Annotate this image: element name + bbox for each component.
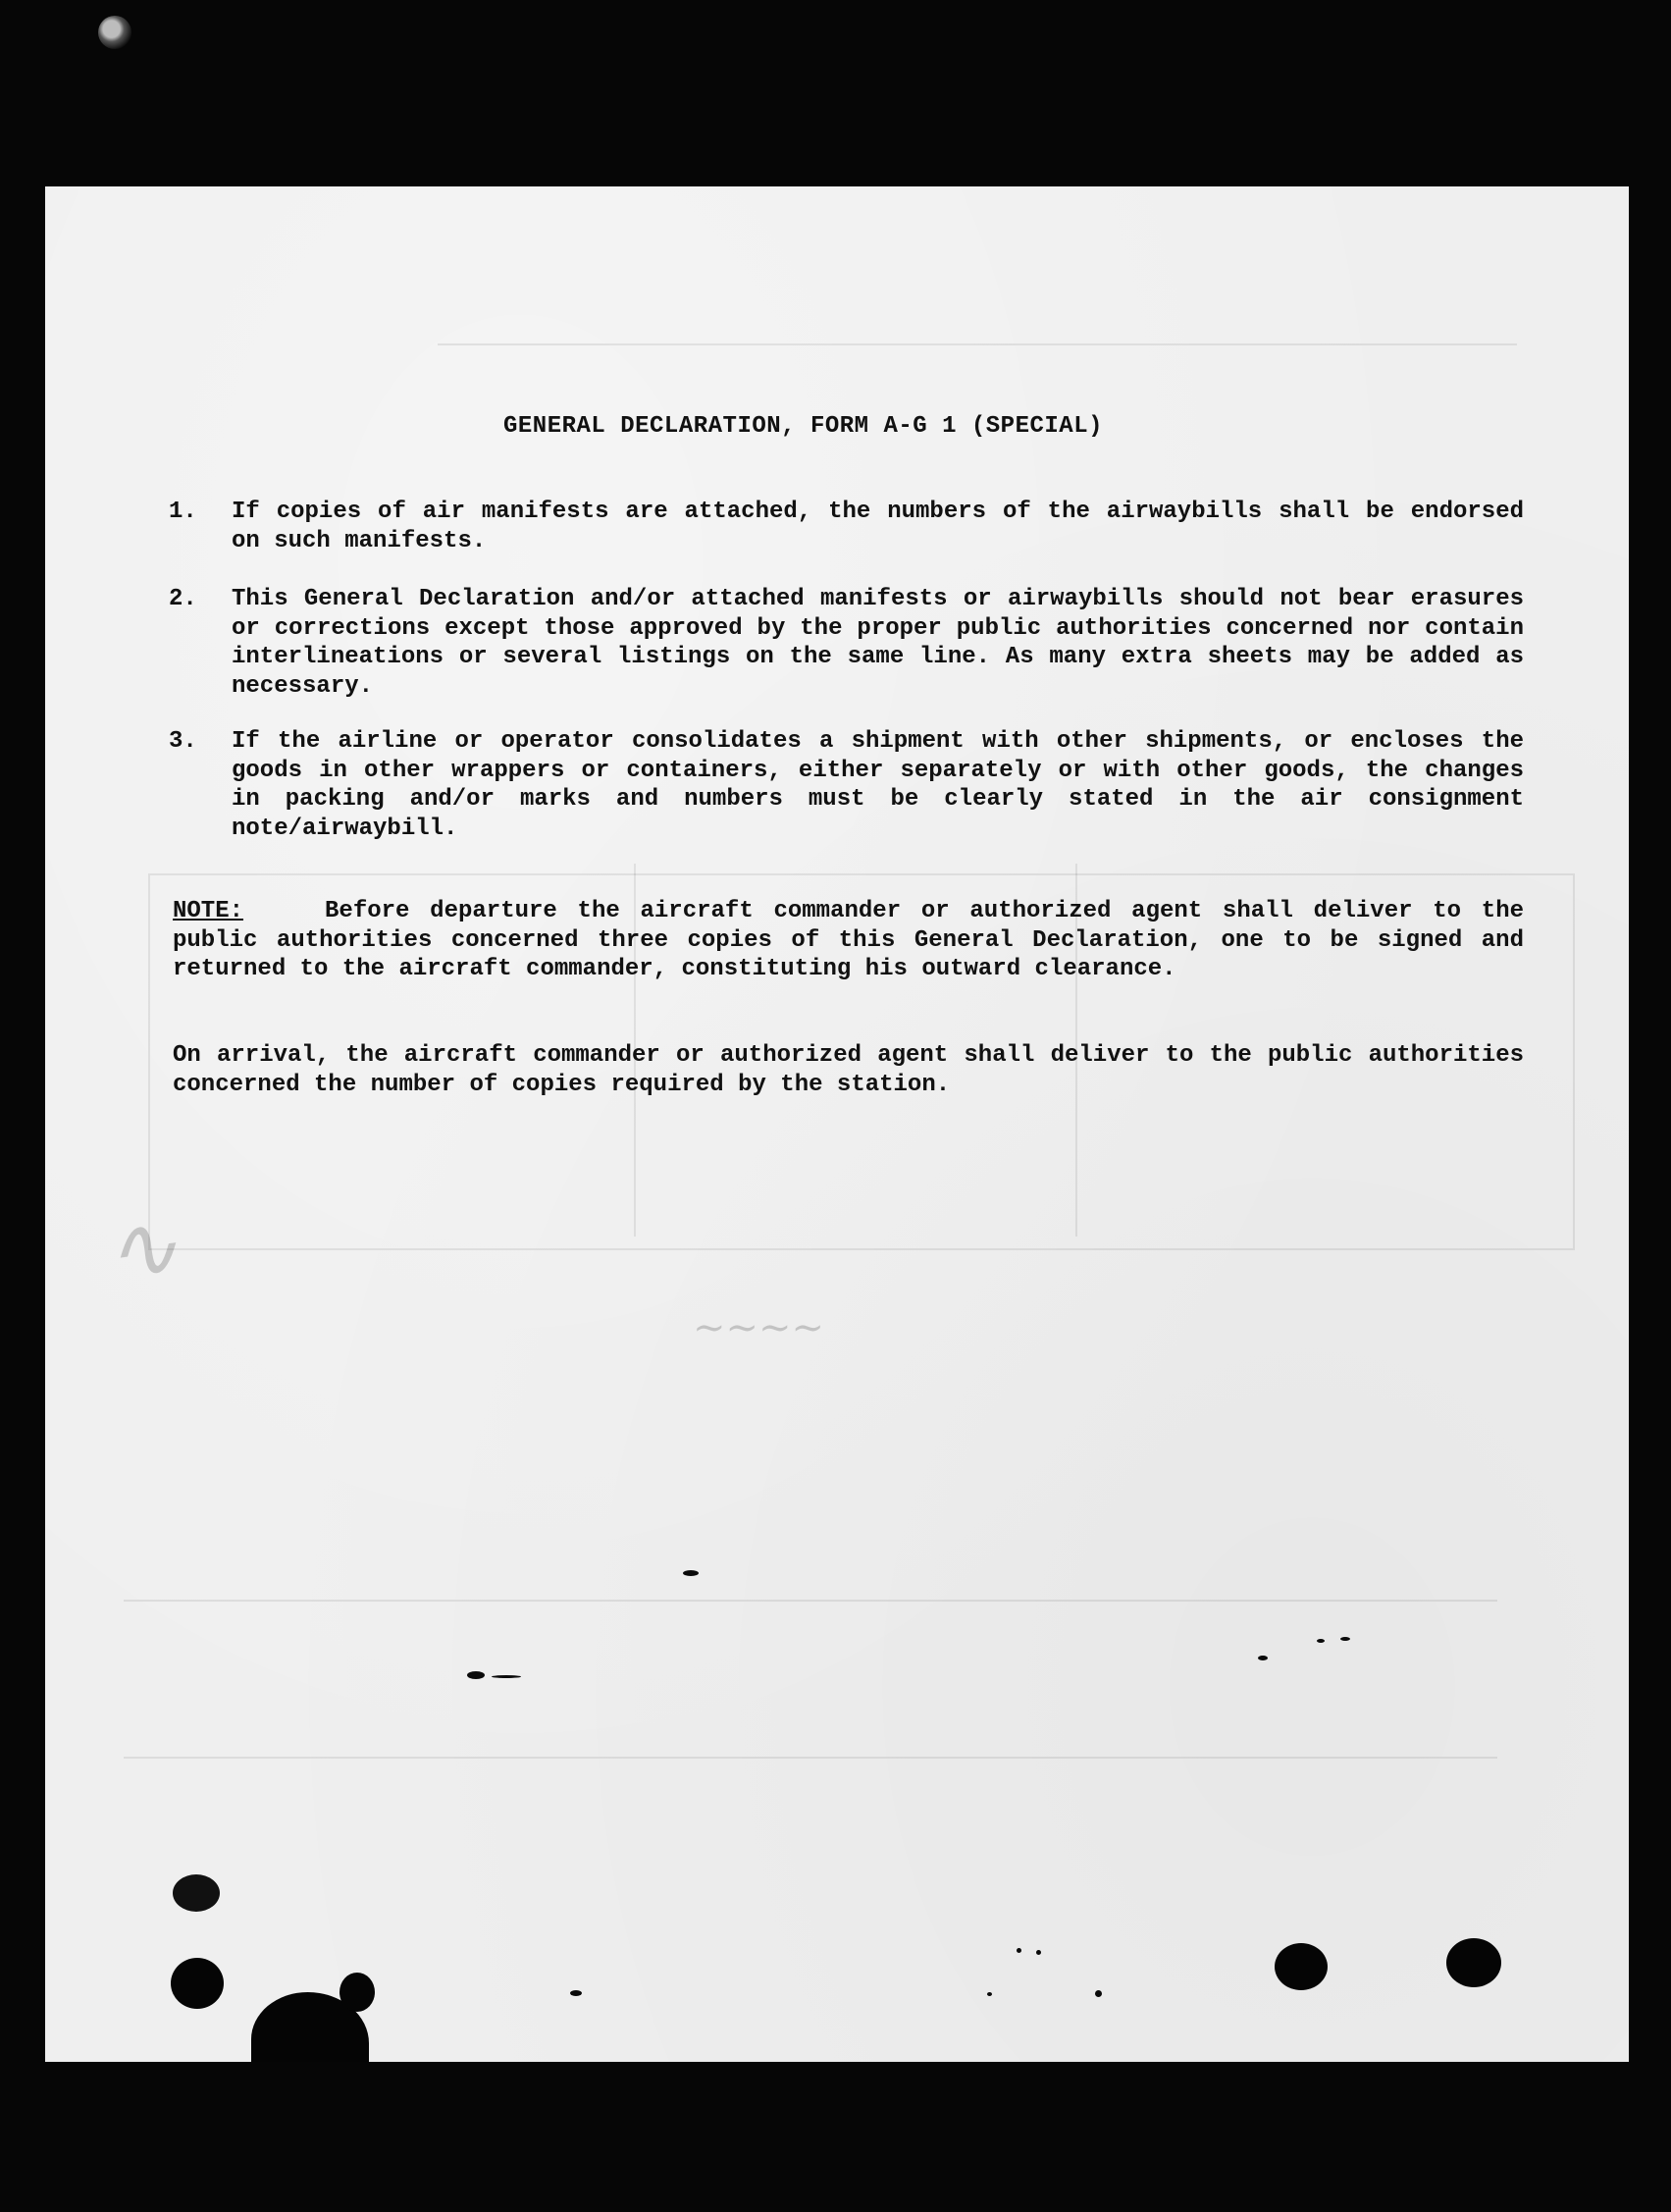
document-sheet <box>45 186 1629 2062</box>
scan-speck <box>1258 1656 1268 1660</box>
scan-speck <box>1017 1948 1021 1953</box>
item-text: If the airline or operator consolidates a shipment with other shipments, or encloses the goods in other wrappers or containers, either separately or with other goods, the changes in packing and/or marks and numbers must be clearly stated in the air consignment note/airwaybill. <box>232 728 1524 842</box>
item-text: If copies of air manifests are attached, the numbers of the airwaybills shall be endorsed on such manifests. <box>232 499 1524 554</box>
ink-blot <box>173 1874 220 1912</box>
scan-speck <box>492 1675 521 1678</box>
scan-speck <box>1095 1990 1102 1997</box>
scan-speck <box>570 1990 582 1996</box>
bleed-through-line <box>124 1757 1497 1759</box>
ink-blot <box>171 1958 224 2009</box>
ink-blot <box>339 1973 375 2012</box>
note-label: NOTE: <box>173 898 244 924</box>
ink-blot <box>1446 1938 1501 1987</box>
item-text: This General Declaration and/or attached manifests or airwaybills should not bear erasures or corrections except those approved by the proper public authorities concerned nor contain interlineations or several listings on the same line. As many extra sheets may be added as necessary. <box>232 586 1524 700</box>
document-title: GENERAL DECLARATION, FORM A-G 1 (SPECIAL) <box>503 413 1103 440</box>
arrival-paragraph: On arrival, the aircraft commander or authorized agent shall deliver to the public authorities concerned the number of copies required by the station. <box>173 1042 1524 1098</box>
scan-speck <box>467 1671 485 1679</box>
bleed-through-line <box>124 1600 1497 1602</box>
scan-speck <box>683 1570 699 1576</box>
note-paragraph <box>173 897 1524 984</box>
note-text: Before departure the aircraft commander or authorized agent shall deliver to the public authorities concerned three copies of this General Declaration, one to be signed and returned to the aircraft commander, constituting his outward clearance. <box>173 898 1525 982</box>
item-number: 3. <box>169 728 197 755</box>
scan-speck <box>1317 1639 1325 1643</box>
scan-speck <box>1340 1637 1350 1641</box>
ink-blot <box>1275 1943 1328 1990</box>
item-number: 2. <box>169 586 197 612</box>
faint-handwriting: ∿ <box>97 1192 185 1305</box>
item-number: 1. <box>169 499 197 525</box>
scan-speck <box>1036 1950 1041 1955</box>
faint-handwriting: ∼∼∼∼ <box>693 1305 825 1350</box>
bleed-through-line <box>438 343 1517 345</box>
scan-speck <box>987 1992 992 1996</box>
hole-punch-mark <box>98 16 131 49</box>
